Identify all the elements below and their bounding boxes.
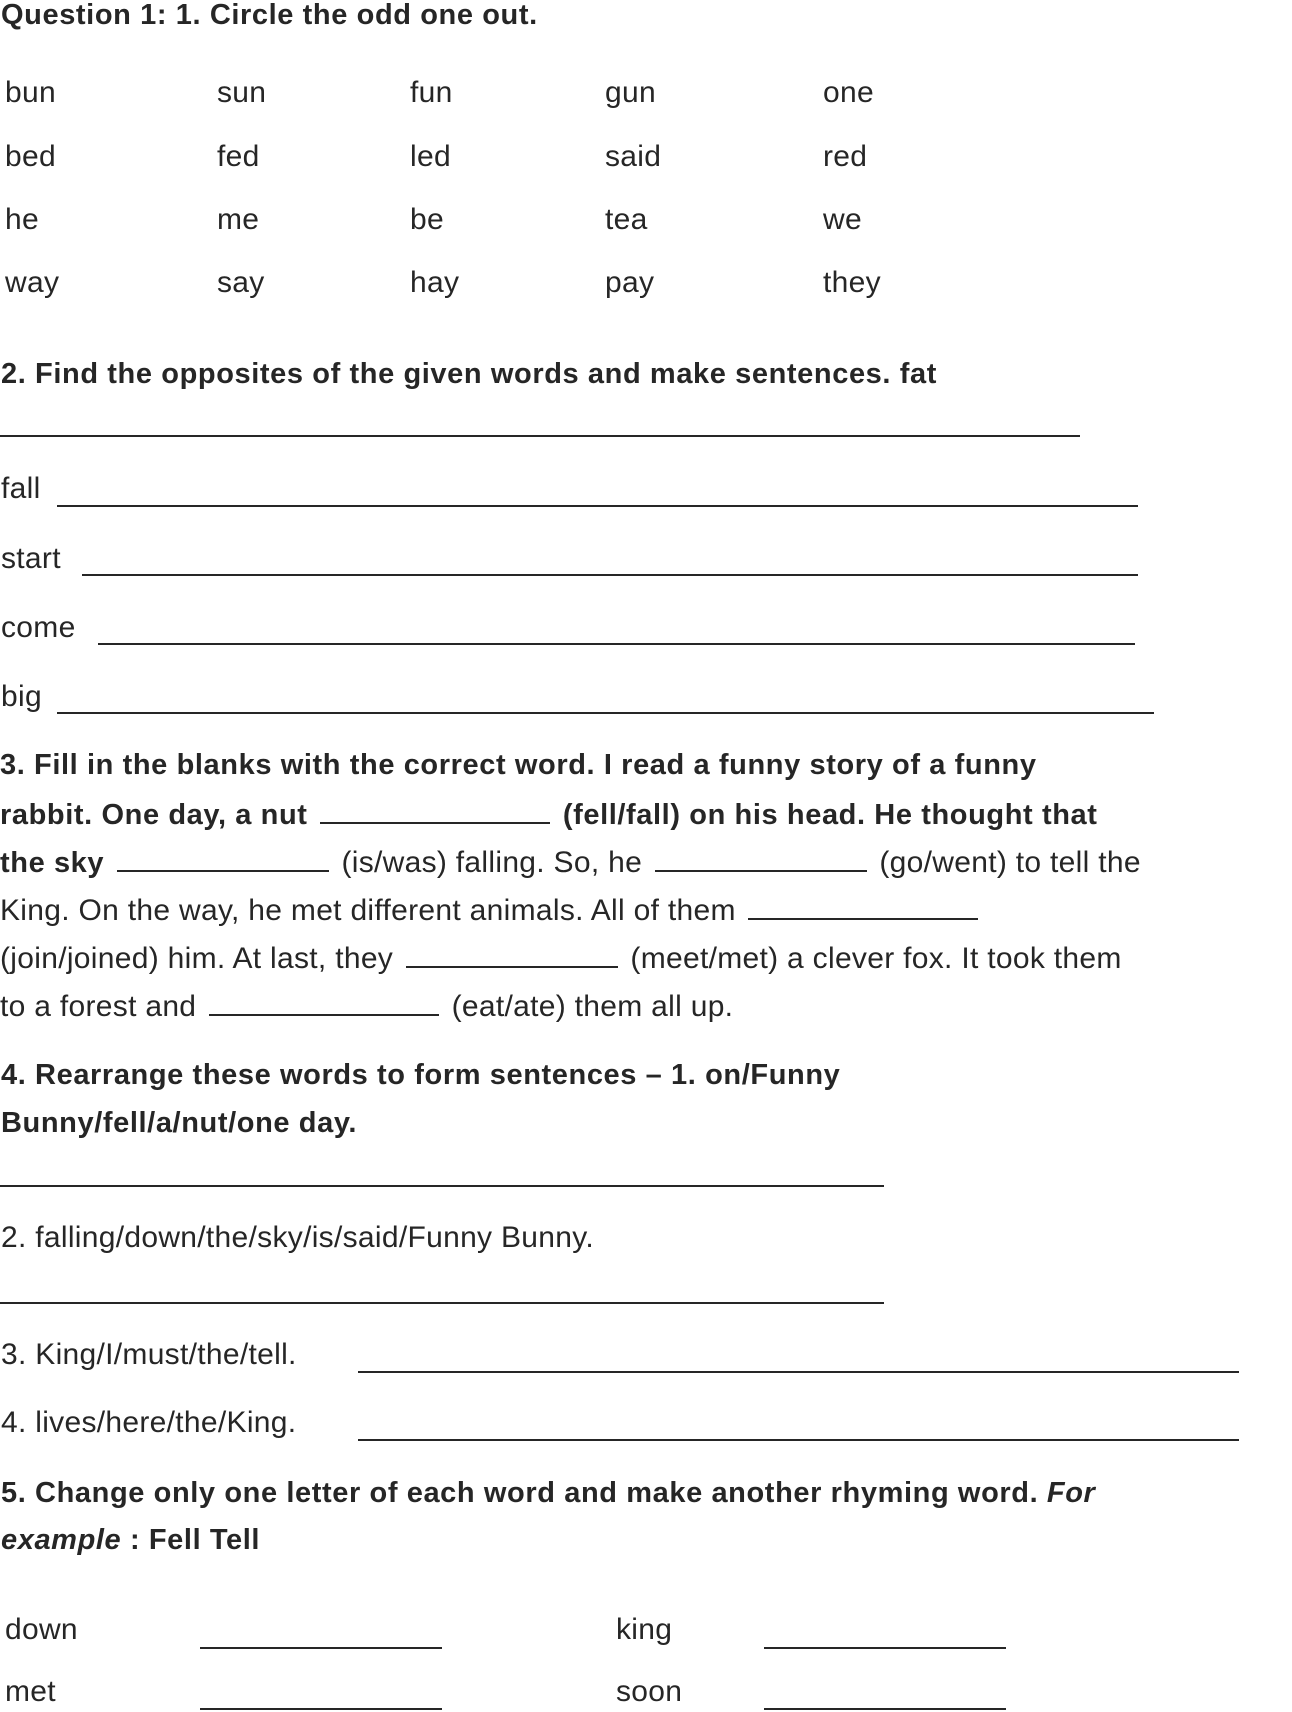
q2-word-fall: fall [1, 472, 41, 505]
q4-item-2: 2. falling/down/the/sky/is/said/Funny Bunny. [1, 1221, 594, 1254]
q1-word[interactable]: fed [217, 140, 260, 173]
q1-word[interactable]: fun [410, 76, 453, 109]
q5-heading: 5. Change only one letter of each word and make another rhyming word. [1, 1477, 1039, 1509]
q3-line-5 [0, 940, 1122, 976]
q2-word-start: start [1, 542, 61, 575]
q1-word[interactable]: red [823, 140, 868, 173]
q4-heading-line-2: Bunny/fell/a/nut/one day. [1, 1107, 358, 1139]
q1-word[interactable]: hay [410, 266, 460, 299]
q3-blank-go-went[interactable] [655, 844, 867, 872]
q3-text: (meet/met) a clever fox. It took them [630, 942, 1122, 975]
q3-text: the sky [0, 847, 105, 879]
q4-heading-line-1: 4. Rearrange these words to form sentences – 1. on/Funny [1, 1059, 841, 1091]
q3-line-1 [0, 748, 1037, 782]
q3-text: (go/went) to tell the [879, 846, 1141, 879]
q5-word-met: met [5, 1675, 56, 1708]
q5-word-king: king [616, 1613, 673, 1646]
q1-word[interactable]: said [605, 140, 662, 173]
q3-line-3 [0, 844, 1141, 880]
q1-word[interactable]: bun [5, 76, 56, 109]
q2-word-come: come [1, 611, 76, 644]
q5-heading-example-text: : Fell Tell [129, 1524, 261, 1556]
q5-heading-line-2 [1, 1523, 260, 1557]
q3-blank-meet-met[interactable] [406, 940, 618, 968]
q1-word[interactable]: we [823, 203, 862, 236]
q3-line-6 [0, 988, 733, 1024]
q1-word[interactable]: me [217, 203, 260, 236]
q2-answer-line-start[interactable] [82, 574, 1138, 576]
q2-answer-line-big[interactable] [57, 712, 1154, 714]
q3-heading: 3. Fill in the blanks with the correct word. I read a funny story of a funny [0, 749, 1037, 781]
q1-word[interactable]: sun [217, 76, 267, 109]
q2-heading: 2. Find the opposites of the given words and make sentences. fat [1, 358, 937, 390]
q1-word[interactable]: one [823, 76, 874, 109]
q5-word-soon: soon [616, 1675, 683, 1708]
q3-text: (join/joined) him. At last, they [0, 942, 394, 975]
q1-word[interactable]: he [5, 203, 39, 236]
q5-heading-line-1 [1, 1476, 1095, 1510]
q5-word-down: down [5, 1613, 78, 1646]
q1-word[interactable]: say [217, 266, 265, 299]
q5-answer-line-king[interactable] [764, 1647, 1006, 1649]
q3-text: rabbit. One day, a nut [0, 799, 308, 831]
q4-item-3: 3. King/I/must/the/tell. [1, 1338, 297, 1371]
q1-word[interactable]: pay [605, 266, 655, 299]
q1-word[interactable]: way [5, 266, 60, 299]
q4-answer-line-1[interactable] [0, 1185, 884, 1187]
q3-text: (is/was) falling. So, he [341, 846, 643, 879]
q1-heading: Question 1: 1. Circle the odd one out. [1, 0, 538, 31]
q2-word-big: big [1, 680, 42, 713]
q5-answer-line-soon[interactable] [764, 1708, 1006, 1710]
q5-heading-for: For [1046, 1477, 1096, 1509]
q4-answer-line-3[interactable] [358, 1371, 1239, 1373]
q3-text: (eat/ate) them all up. [451, 990, 734, 1023]
q1-word[interactable]: tea [605, 203, 648, 236]
q2-answer-line-fall[interactable] [57, 505, 1138, 507]
q3-line-4 [0, 892, 982, 928]
q1-word[interactable]: they [823, 266, 881, 299]
q3-text: King. On the way, he met different animals. All of them [0, 894, 736, 927]
q3-blank-is-was[interactable] [117, 844, 329, 872]
q3-text: (fell/fall) on his head. He thought that [562, 799, 1098, 831]
q1-word[interactable]: led [410, 140, 451, 173]
q1-word[interactable]: gun [605, 76, 656, 109]
q5-answer-line-met[interactable] [200, 1708, 442, 1710]
q1-word[interactable]: bed [5, 140, 56, 173]
q4-item-4: 4. lives/here/the/King. [1, 1406, 297, 1439]
q2-answer-line-fat[interactable] [0, 435, 1080, 437]
q3-text: to a forest and [0, 990, 197, 1023]
q4-answer-line-4[interactable] [358, 1439, 1239, 1441]
q1-word[interactable]: be [410, 203, 444, 236]
q4-answer-line-2[interactable] [0, 1302, 884, 1304]
q3-blank-eat-ate[interactable] [209, 988, 439, 1016]
q2-answer-line-come[interactable] [98, 643, 1135, 645]
q5-answer-line-down[interactable] [200, 1647, 442, 1649]
q3-line-2 [0, 796, 1098, 832]
q3-blank-join-joined[interactable] [748, 892, 978, 920]
q5-heading-example: example [1, 1524, 122, 1556]
q3-blank-fell-fall[interactable] [320, 796, 550, 824]
